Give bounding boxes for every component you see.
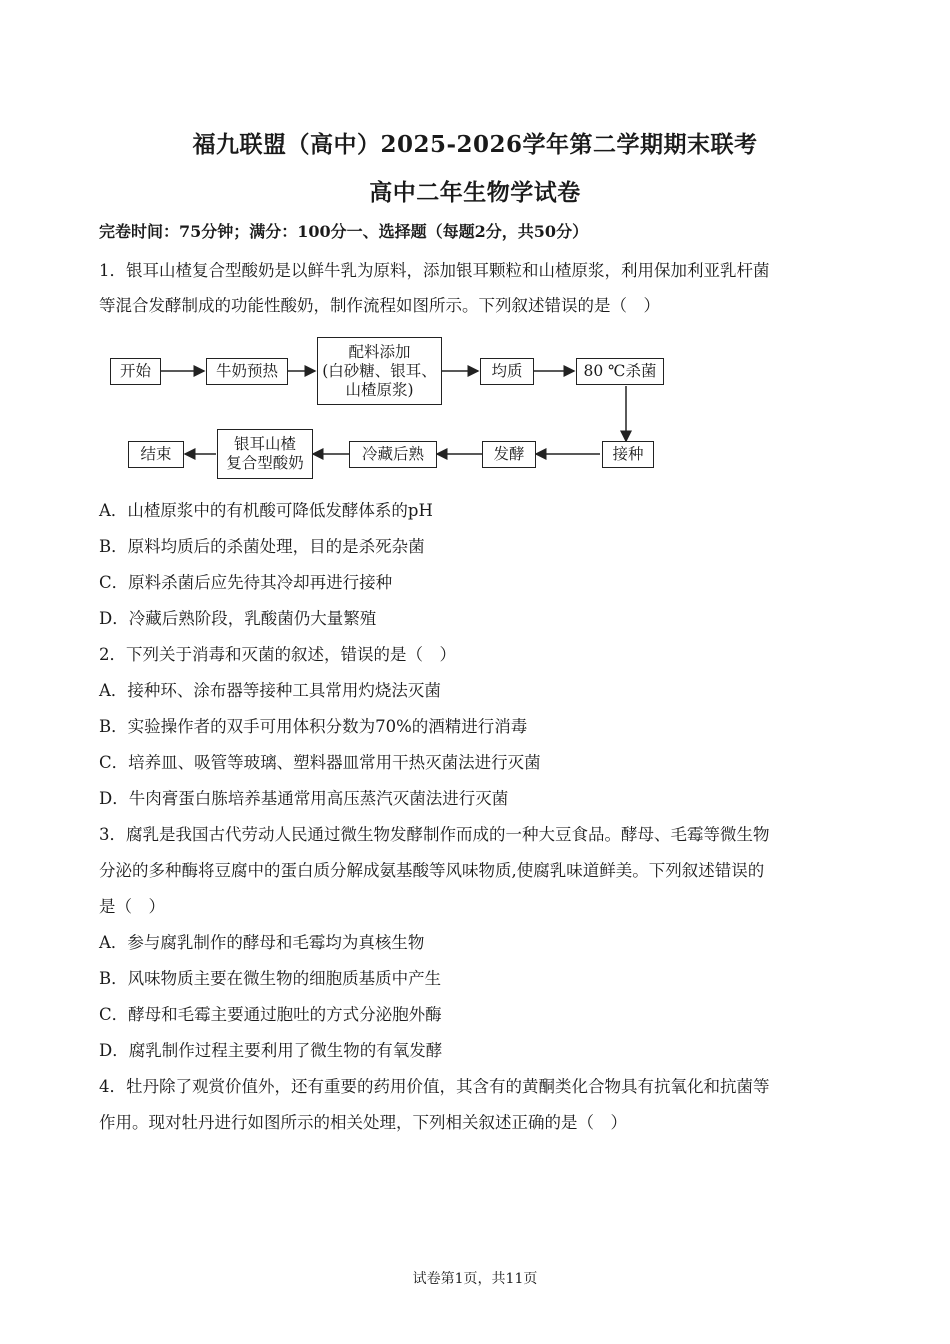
q1-option: D．冷藏后熟阶段，乳酸菌仍大量繁殖 bbox=[99, 609, 377, 628]
q1-option: A．山楂原浆中的有机酸可降低发酵体系的pH bbox=[99, 501, 433, 520]
exam-title: 福九联盟（高中）2025-2026学年第二学期期末联考 bbox=[192, 131, 758, 158]
q2-option: C．培养皿、吸管等玻璃、塑料器皿常用干热灭菌法进行灭菌 bbox=[99, 753, 541, 772]
flow-product-line: 银耳山楂 bbox=[233, 435, 296, 453]
q1-stem-line: 等混合发酵制成的功能性酸奶，制作流程如图所示。下列叙述错误的是（ ） bbox=[99, 296, 660, 315]
q2-option: A．接种环、涂布器等接种工具常用灼烧法灭菌 bbox=[99, 681, 441, 700]
flow-product-line: 复合型酸奶 bbox=[226, 454, 304, 472]
q1-option: C．原料杀菌后应先待其冷却再进行接种 bbox=[99, 573, 393, 592]
flow-homogenize: 均质 bbox=[480, 358, 534, 385]
q3-stem-line: 3．腐乳是我国古代劳动人民通过微生物发酵制作而成的一种大豆食品。酵母、毛霉等微生物 bbox=[99, 825, 770, 844]
flow-ferment: 发酵 bbox=[482, 441, 536, 468]
q4-stem-line: 4．牡丹除了观赏价值外，还有重要的药用价值，其含有的黄酮类化合物具有抗氧化和抗菌等 bbox=[99, 1077, 770, 1096]
q2-stem-line: 2．下列关于消毒和灭菌的叙述，错误的是（ ） bbox=[99, 645, 456, 664]
flow-inoculate: 接种 bbox=[602, 441, 654, 468]
page-footer: 试卷第1页，共11页 bbox=[412, 1271, 538, 1287]
q3-stem-line: 是（ ） bbox=[99, 897, 165, 916]
flow-refrigerate: 冷藏后熟 bbox=[349, 441, 437, 468]
q1-stem-line: 1．银耳山楂复合型酸奶是以鲜牛乳为原料，添加银耳颗粒和山楂原浆，利用保加利亚乳杆菌 bbox=[99, 261, 770, 280]
q2-option: B．实验操作者的双手可用体积分数为70%的酒精进行消毒 bbox=[99, 717, 528, 736]
q3-option: A．参与腐乳制作的酵母和毛霉均为真核生物 bbox=[99, 933, 425, 952]
flow-end: 结束 bbox=[128, 441, 184, 468]
q3-stem-line: 分泌的多种酶将豆腐中的蛋白质分解成氨基酸等风味物质,使腐乳味道鲜美。下列叙述错误的 bbox=[99, 861, 765, 880]
yogurt-flowchart bbox=[100, 330, 680, 485]
flow-start: 开始 bbox=[110, 358, 161, 385]
exam-subtitle: 高中二年生物学试卷 bbox=[369, 179, 581, 206]
flow-preheat: 牛奶预热 bbox=[206, 358, 288, 385]
q2-option: D．牛肉膏蛋白胨培养基通常用高压蒸汽灭菌法进行灭菌 bbox=[99, 789, 509, 808]
exam-info: 完卷时间：75分钟；满分：100分一、选择题（每题2分，共50分） bbox=[99, 222, 589, 241]
flow-sterilize: 80 ℃杀菌 bbox=[576, 358, 664, 385]
flow-ingredients-line: (白砂糖、银耳、 bbox=[322, 361, 437, 380]
flow-ingredients-line: 配料添加 bbox=[348, 342, 411, 361]
q1-option: B．原料均质后的杀菌处理，目的是杀死杂菌 bbox=[99, 537, 425, 556]
q3-option: B．风味物质主要在微生物的细胞质基质中产生 bbox=[99, 969, 442, 988]
flow-product bbox=[217, 429, 313, 479]
q3-option: D．腐乳制作过程主要利用了微生物的有氧发酵 bbox=[99, 1041, 443, 1060]
flow-ingredients-line: 山楂原浆) bbox=[345, 380, 414, 399]
q3-option: C．酵母和毛霉主要通过胞吐的方式分泌胞外酶 bbox=[99, 1005, 442, 1024]
q4-stem-line: 作用。现对牡丹进行如图所示的相关处理，下列相关叙述正确的是（ ） bbox=[99, 1113, 627, 1132]
flow-ingredients bbox=[317, 337, 442, 405]
